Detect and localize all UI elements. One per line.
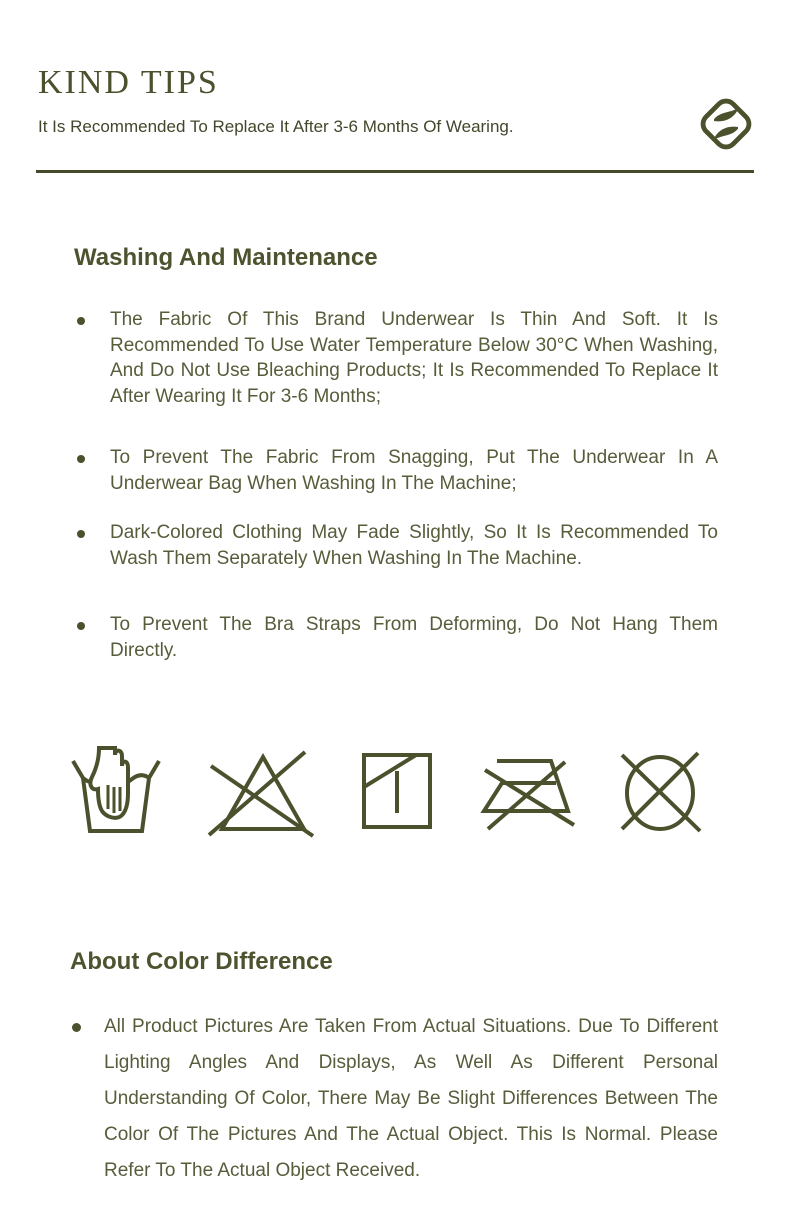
brand-leaf-diamond-icon (696, 94, 756, 154)
washing-bullet-3-text: Dark-Colored Clothing May Fade Slightly, So It Is Recommended To Wash Them Separately When Washing In The Machine. (110, 522, 718, 569)
do-not-dry-clean-icon (614, 743, 706, 839)
care-icons-row (66, 743, 706, 839)
bullet-dot (77, 530, 85, 538)
bullet-dot (77, 455, 85, 463)
header (0, 0, 790, 154)
washing-bullet-2-text: To Prevent The Fabric From Snagging, Put The Underwear In A Underwear Bag When Washing In The Machine; (110, 447, 718, 494)
page-title: KIND TIPS (38, 64, 219, 101)
page-subtitle: It Is Recommended To Replace It After 3-6 Months Of Wearing. (38, 117, 514, 137)
do-not-bleach-icon (201, 743, 319, 839)
header-text-block (38, 64, 514, 138)
drip-dry-in-shade-icon (354, 743, 440, 839)
bullet-dot (77, 317, 85, 325)
color-difference-bullet (70, 1009, 718, 1189)
washing-bullet-4 (74, 612, 718, 663)
washing-bullet-1 (74, 307, 718, 409)
header-divider (36, 170, 754, 173)
washing-section-heading: Washing And Maintenance (74, 244, 378, 271)
washing-section (74, 243, 718, 663)
washing-bullet-2 (74, 445, 718, 496)
color-difference-section (70, 947, 718, 1189)
color-difference-heading: About Color Difference (70, 948, 333, 975)
hand-wash-icon (66, 743, 166, 839)
washing-bullet-3 (74, 520, 718, 571)
washing-bullet-list (74, 307, 718, 663)
washing-bullet-1-text: The Fabric Of This Brand Underwear Is Thin And Soft. It Is Recommended To Use Water Temperature Below 30°C When Washing, And Do Not Use Bleaching Products; It Is Recommended To Replace It After Wearing It For 3-6 Months; (110, 309, 718, 407)
bullet-dot (72, 1023, 81, 1032)
do-not-iron-icon (475, 743, 579, 839)
color-difference-text: All Product Pictures Are Taken From Actual Situations. Due To Different Lighting Angles And Displays, As Well As Different Personal Understanding Of Color, There May Be Slight Differences Between The Color Of The Pictures And The Actual Object. This Is Normal. Please Refer To The Actual Object Received. (104, 1016, 718, 1181)
bullet-dot (77, 622, 85, 630)
washing-bullet-4-text: To Prevent The Bra Straps From Deforming, Do Not Hang Them Directly. (110, 614, 718, 661)
